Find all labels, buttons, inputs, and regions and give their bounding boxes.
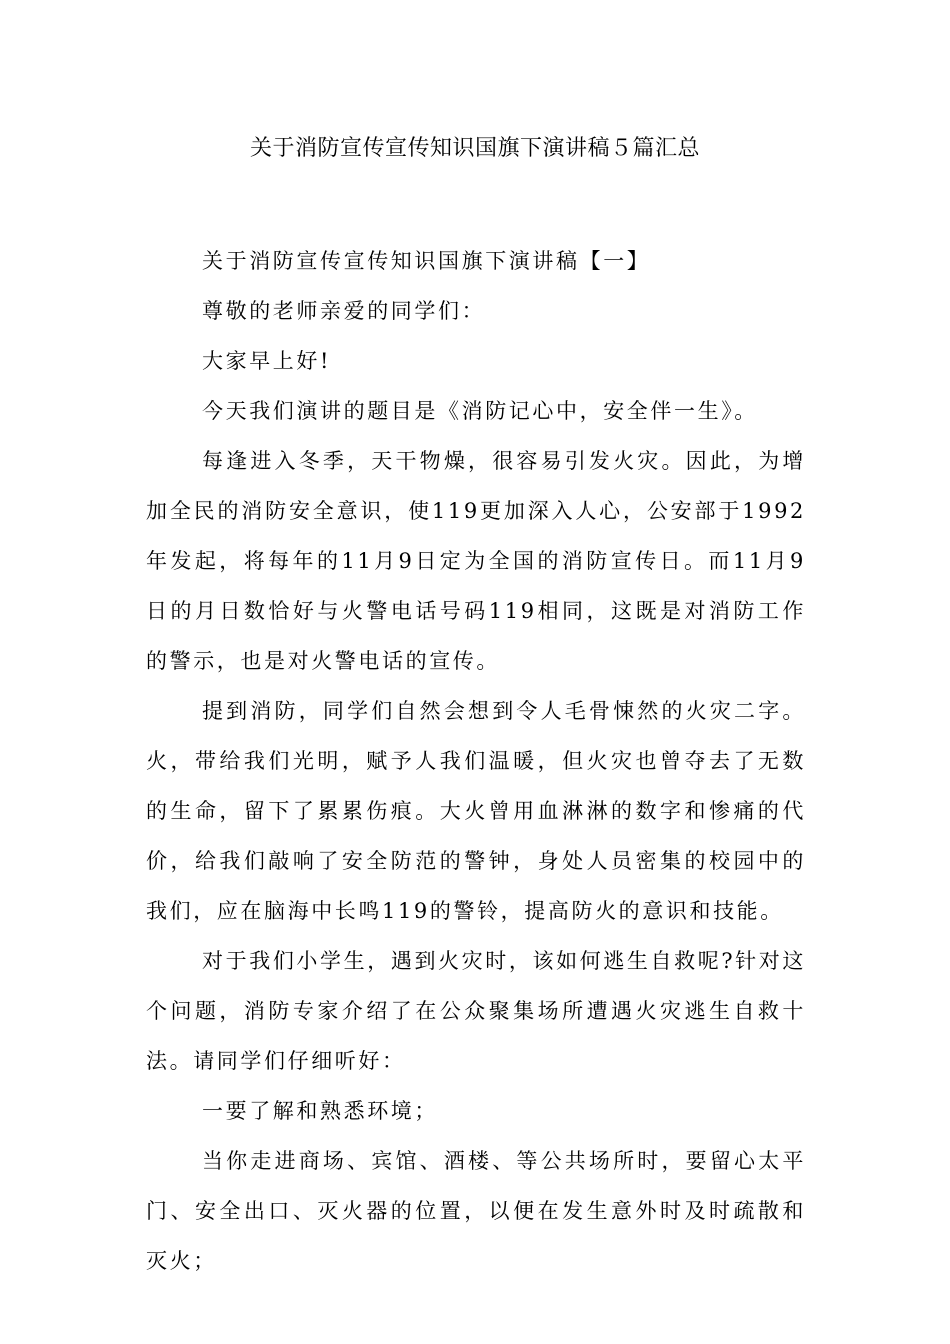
paragraph-rule-one-detail: 当你走进商场、宾馆、酒楼、等公共场所时，要留心太平门、安全出口、灭火器的位置，以便在发生意外时及时疏散和灭火； bbox=[146, 1149, 806, 1273]
paragraph-greeting: 大家早上好! bbox=[202, 349, 332, 373]
paragraph-escape-methods: 对于我们小学生，遇到火灾时，该如何逃生自救呢?针对这个问题，消防专家介绍了在公众聚集场所遭遇火灾逃生自救十法。请同学们仔细听好： bbox=[146, 949, 806, 1073]
document-body bbox=[146, 236, 806, 1286]
paragraph-section-heading: 关于消防宣传宣传知识国旗下演讲稿【一】 bbox=[202, 249, 651, 273]
document-title: 关于消防宣传宣传知识国旗下演讲稿５篇汇总 bbox=[249, 136, 700, 161]
paragraph-topic: 今天我们演讲的题目是《消防记心中，安全伴一生》。 bbox=[202, 399, 758, 423]
paragraph-rule-one: 一要了解和熟悉环境； bbox=[202, 1099, 438, 1123]
paragraph-salutation: 尊敬的老师亲爱的同学们： bbox=[202, 299, 486, 323]
paragraph-fire-day: 每逢进入冬季，天干物燥，很容易引发火灾。因此，为增加全民的消防安全意识，使119更加深入人心，公安部于1992年发起，将每年的11月9日定为全国的消防宣传日。而11月9日的月日数恰好与火警电话号码119相同，这既是对消防工作的警示，也是对火警电话的宣传。 bbox=[146, 449, 806, 673]
paragraph-fire-danger: 提到消防，同学们自然会想到令人毛骨悚然的火灾二字。火，带给我们光明，赋予人我们温暖，但火灾也曾夺去了无数的生命，留下了累累伤痕。大火曾用血淋淋的数字和惨痛的代价，给我们敲响了安全防范的警钟，身处人员密集的校园中的我们，应在脑海中长鸣119的警铃，提高防火的意识和技能。 bbox=[146, 699, 806, 923]
